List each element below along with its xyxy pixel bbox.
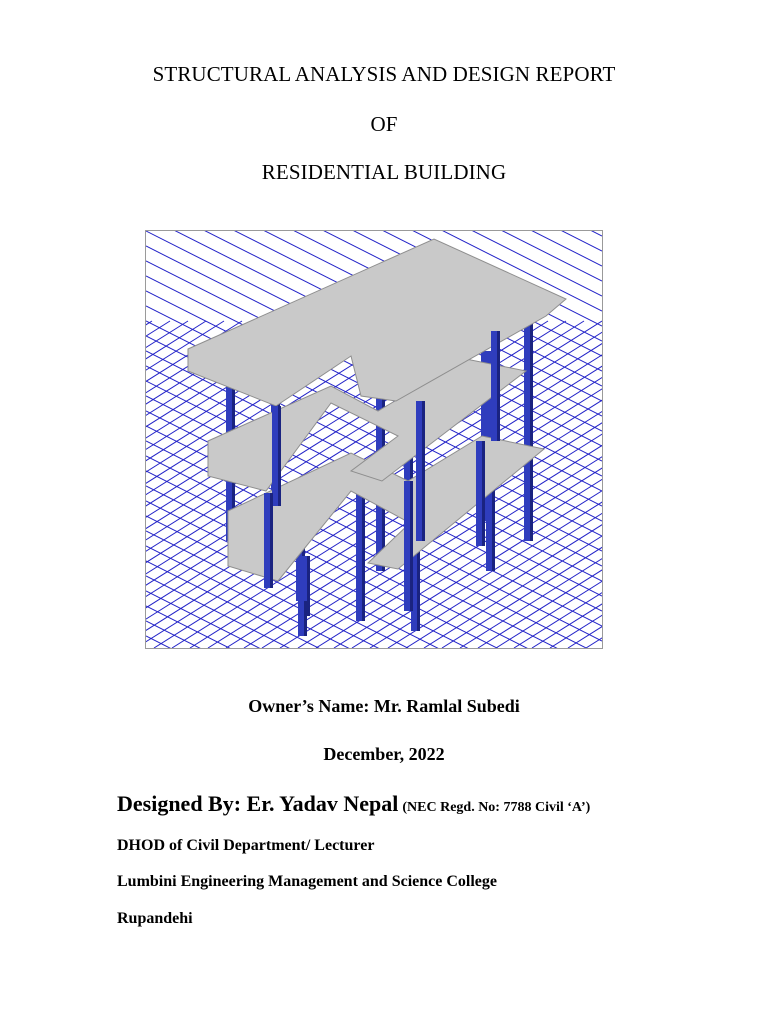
report-date: December, 2022 xyxy=(323,744,445,764)
owner-name: Owner’s Name: Mr. Ramlal Subedi xyxy=(248,696,520,716)
designer-institution: Lumbini Engineering Management and Science College xyxy=(117,873,497,890)
building-model-illustration xyxy=(146,231,602,648)
designer-name: Designed By: Er. Yadav Nepal xyxy=(117,791,399,816)
designer-location: Rupandehi xyxy=(117,910,193,927)
designer-registration: (NEC Regd. No: 7788 Civil ‘A’) xyxy=(402,800,591,815)
report-subject: RESIDENTIAL BUILDING xyxy=(261,160,507,184)
building-structure xyxy=(188,239,566,636)
designed-by xyxy=(117,791,590,817)
designer-position: DHOD of Civil Department/ Lecturer xyxy=(117,837,375,854)
report-title: STRUCTURAL ANALYSIS AND DESIGN REPORT xyxy=(152,62,616,86)
report-title-of: OF xyxy=(370,112,398,136)
building-3d-model-figure xyxy=(145,230,603,649)
